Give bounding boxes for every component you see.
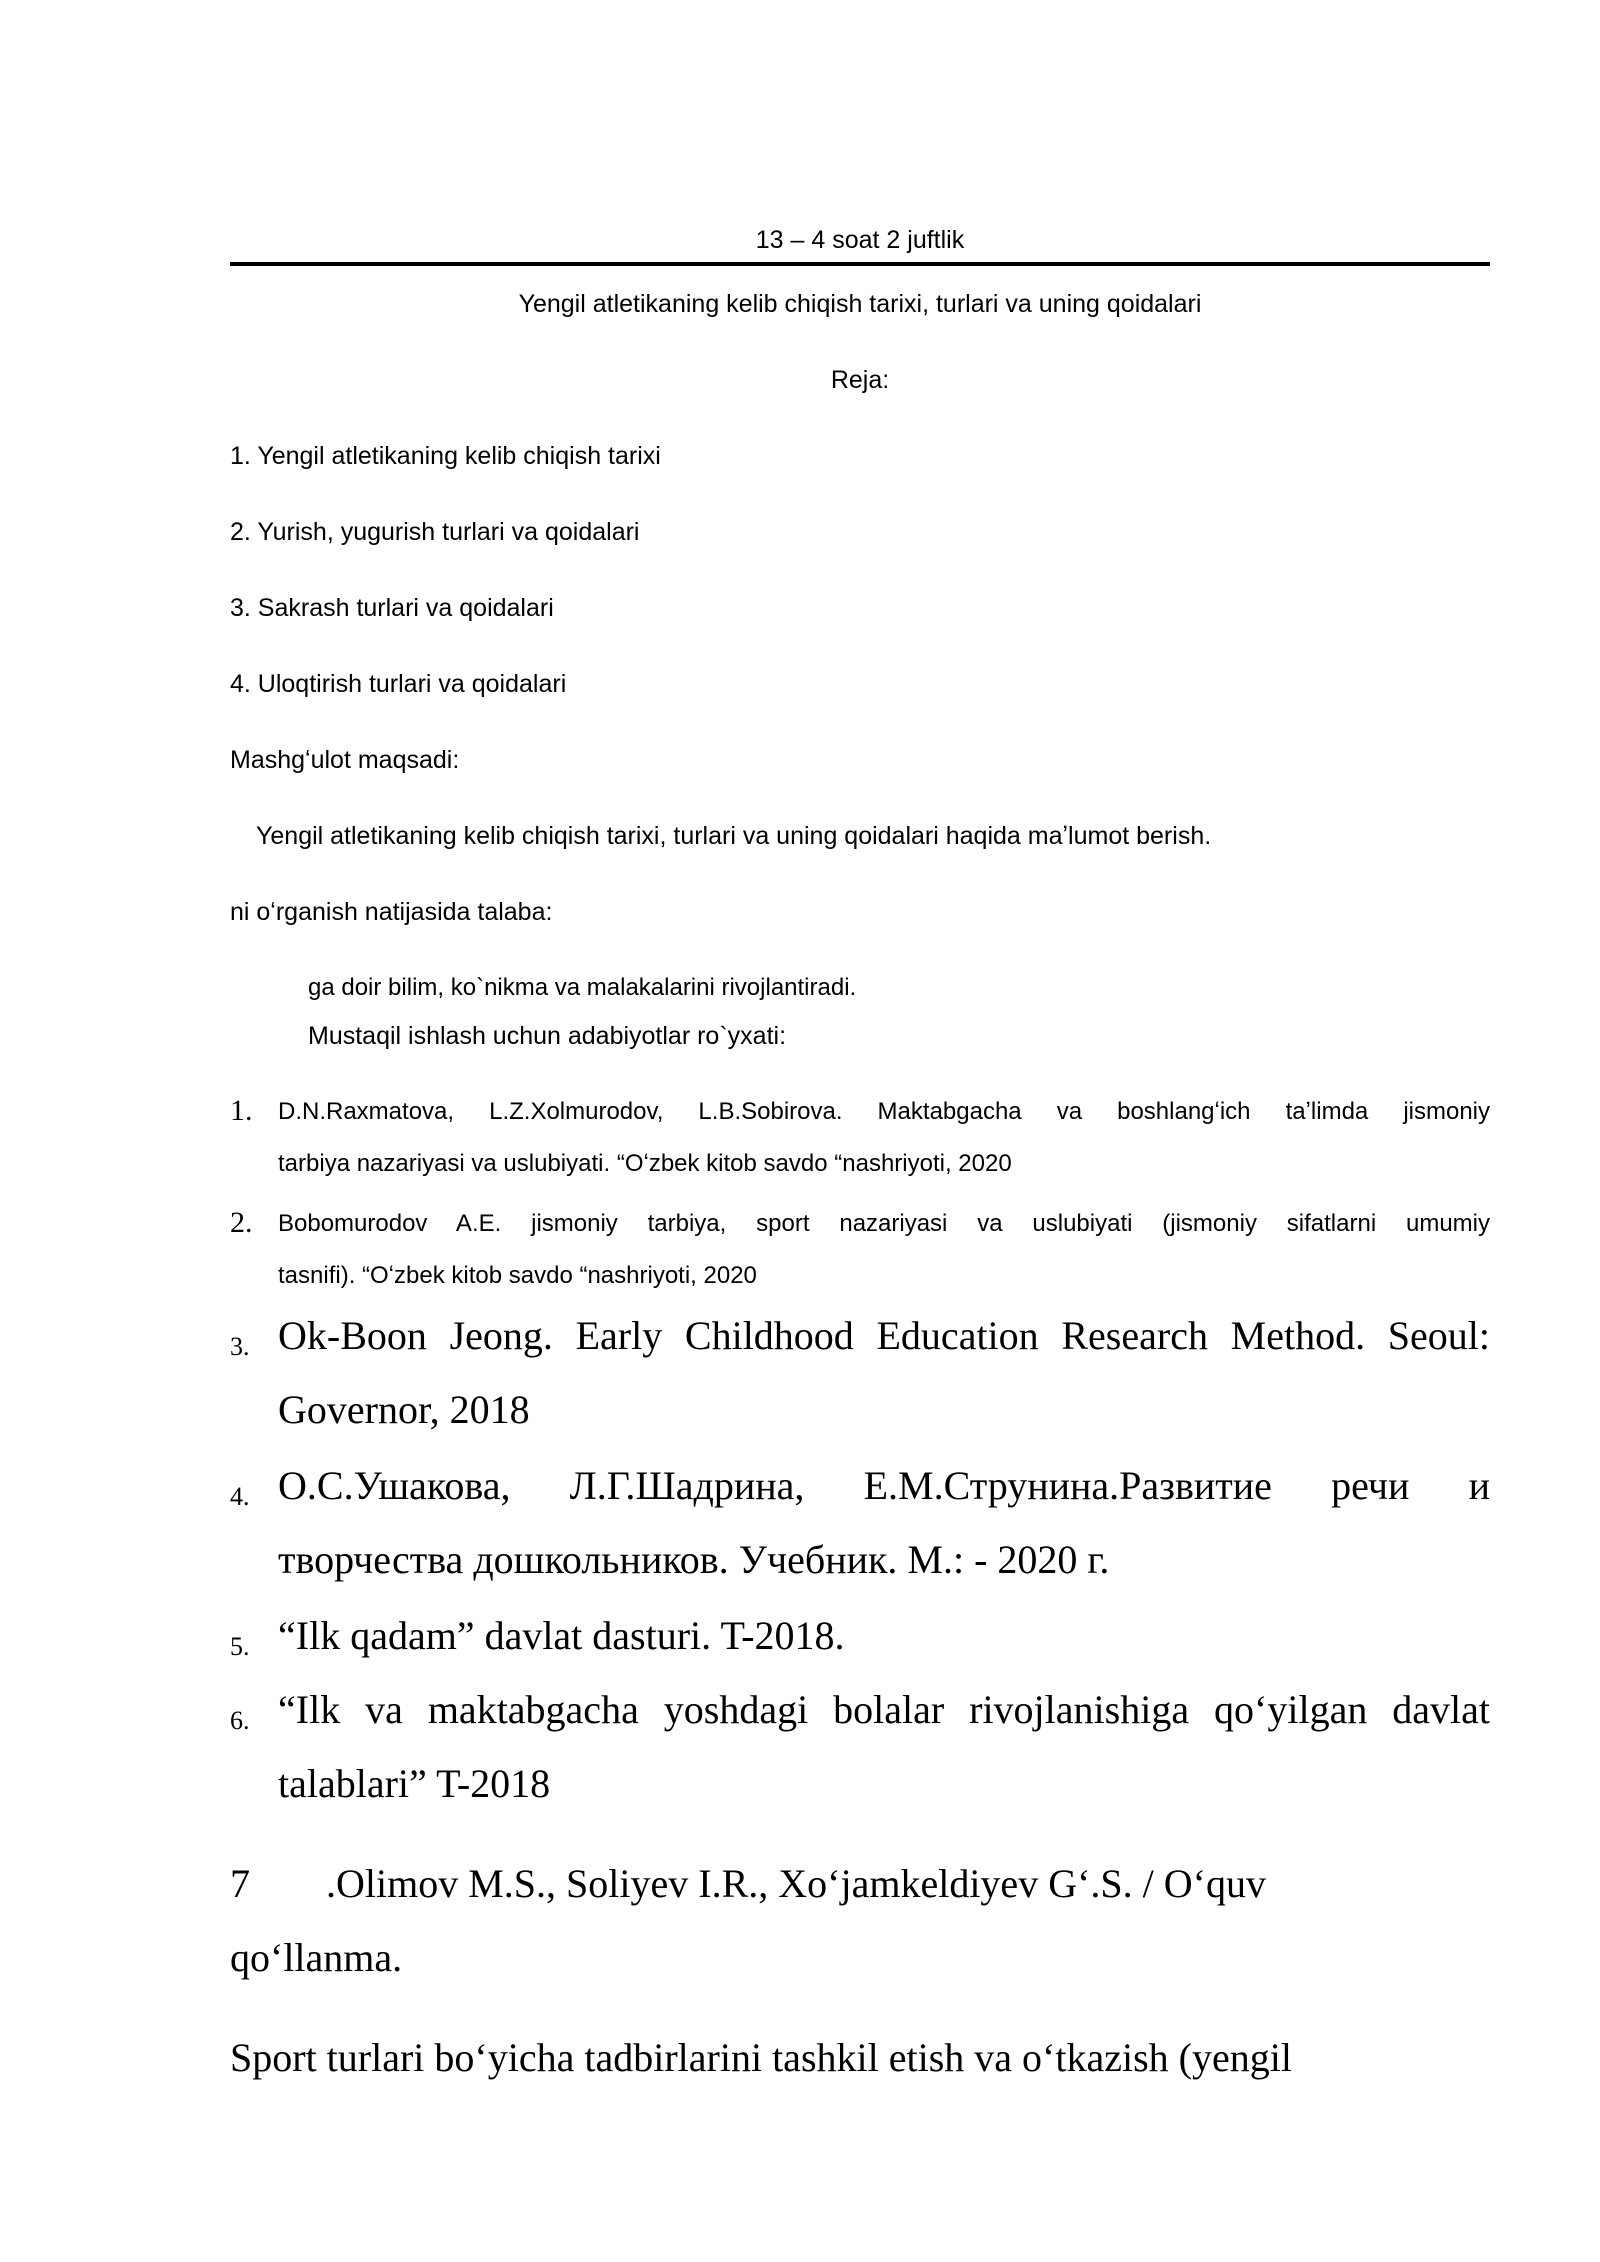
literature-label: Mustaqil ishlash uchun adabiyotlar ro`yxati: [308,1022,787,1050]
reference-line: tarbiya nazariyasi va uslubiyati. “Oʻzbek kitob savdo “nashriyoti, 2020 [278,1150,1012,1177]
reference-line: D.N.Raxmatova, L.Z.Xolmurodov, L.B.Sobirova. Maktabgacha va boshlangʻich taʼlimda jismoniy [278,1098,1490,1125]
reference-line: творчества дошкольников. Учебник. М.: - 2020 г. [278,1537,1110,1582]
goal-text: Yengil atletikaning kelib chiqish tarixi, turlari va uning qoidalari haqida maʼlumot berish. [256,822,1212,850]
result-label: ni oʻrganish natijasida talaba: [230,898,553,926]
reference-number: 6. [230,1706,250,1735]
reference-number: 5. [230,1632,250,1661]
reference-line: Ok-Boon Jeong. Early Childhood Education Research Method. Seoul: [278,1313,1490,1358]
plan-item: 4. Uloqtirish turlari va qoidalari [230,670,567,698]
plan-label: Reja: [830,366,890,394]
goal-label: Mashgʻulot maqsadi: [230,746,460,774]
plan-item: 2. Yurish, yugurish turlari va qoidalari [230,518,640,546]
reference-line: “Ilk qadam” davlat dasturi. T-2018. [278,1613,845,1658]
topic-title: Yengil atletikaning kelib chiqish tarixi, turlari va uning qoidalari [518,290,1202,318]
plan-item: 3. Sakrash turlari va qoidalari [230,594,554,622]
reference-number: 4. [230,1482,250,1511]
reference-number: 2. [230,1206,253,1239]
plan-item: 1. Yengil atletikaning kelib chiqish tarixi [230,442,661,470]
reference-line: Bobomurodov A.E. jismoniy tarbiya, sport nazariyasi va uslubiyati (jismoniy sifatlarni umumiy [278,1210,1490,1237]
reference-number: 1. [230,1094,253,1127]
result-text: ga doir bilim, ko`nikma va malakalarini rivojlantiradi. [308,974,857,1001]
reference-number: 7 [230,1861,250,1906]
reference-line: tasnifi). “Oʻzbek kitob savdo “nashriyoti, 2020 [278,1262,757,1289]
closing-line: Sport turlari boʻyicha tadbirlarini tashkil etish va oʻtkazish (yengil [230,2035,1292,2080]
reference-number: 3. [230,1332,250,1361]
reference-line: О.С.Ушакова, Л.Г.Шадрина, Е.М.Струнина.Развитие речи и [278,1463,1490,1508]
reference-line: Governor, 2018 [278,1387,530,1432]
session-header: 13 – 4 soat 2 juftlik [755,226,965,254]
reference-line: talablari” T-2018 [278,1761,551,1806]
header-rule [230,262,1490,266]
reference-line: “Ilk va maktabgacha yoshdagi bolalar rivojlanishiga qoʻyilgan davlat [278,1687,1490,1732]
reference-line: .Olimov M.S., Soliyev I.R., Xoʻjamkeldiyev Gʻ.S. / Oʻquv [326,1861,1266,1906]
reference-line: qoʻllanma. [230,1935,403,1980]
